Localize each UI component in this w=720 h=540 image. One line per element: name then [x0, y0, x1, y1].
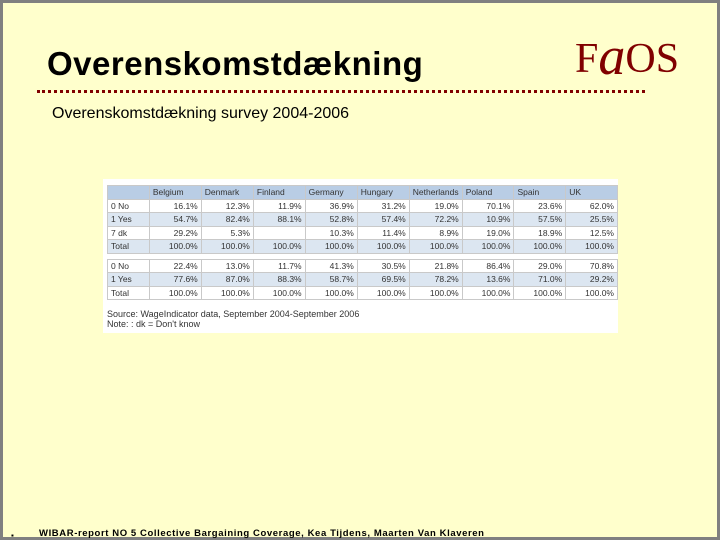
table-cell: 5.3% [201, 226, 253, 240]
table-cell: 72.2% [409, 213, 462, 227]
table-cell: 30.5% [357, 259, 409, 273]
footer-bullet: ▪ [11, 531, 14, 540]
row-label: 1 Yes [108, 213, 150, 227]
table-cell: 31.2% [357, 199, 409, 213]
table-row [108, 286, 618, 300]
table-cell: 100.0% [357, 286, 409, 300]
table-cell: 54.7% [149, 213, 201, 227]
table-note: Note: : dk = Don't know [107, 319, 201, 329]
table-cell: 100.0% [409, 240, 462, 254]
header-germany: Germany [305, 186, 357, 200]
table-cell: 11.9% [253, 199, 305, 213]
header-belgium: Belgium [149, 186, 201, 200]
table-cell [253, 226, 305, 240]
table-cell: 100.0% [514, 286, 566, 300]
table-cell: 100.0% [149, 240, 201, 254]
table-cell: 100.0% [514, 240, 566, 254]
table-cell: 57.4% [357, 213, 409, 227]
table-cell: 77.6% [149, 273, 201, 287]
table-cell: 19.0% [409, 199, 462, 213]
table-cell: 10.3% [305, 226, 357, 240]
table-cell: 100.0% [149, 286, 201, 300]
header-blank [108, 186, 150, 200]
row-label: 7 dk [108, 226, 150, 240]
table-cell: 100.0% [409, 286, 462, 300]
row-label: Total [108, 286, 150, 300]
table-cell: 78.2% [409, 273, 462, 287]
table-cell: 100.0% [305, 240, 357, 254]
table-cell: 71.0% [514, 273, 566, 287]
table-cell: 100.0% [462, 240, 514, 254]
table-cell: 12.5% [566, 226, 618, 240]
table-cell: 36.9% [305, 199, 357, 213]
table-header-row [108, 186, 618, 200]
slide-title: Overenskomstdækning [47, 45, 424, 82]
logo-letter-a: a [598, 26, 626, 86]
table-cell: 100.0% [201, 286, 253, 300]
table-cell: 62.0% [566, 199, 618, 213]
table-cell: 23.6% [514, 199, 566, 213]
table-cell: 19.0% [462, 226, 514, 240]
table-row [108, 226, 618, 240]
table-cell: 13.6% [462, 273, 514, 287]
table-row [108, 240, 618, 254]
table-cell: 29.0% [514, 259, 566, 273]
table-row [108, 273, 618, 287]
coverage-table-image [103, 179, 618, 333]
table-cell: 100.0% [253, 240, 305, 254]
slide-subtitle: Overenskomstdækning survey 2004-2006 [52, 105, 350, 122]
row-label: 1 Yes [108, 273, 150, 287]
table-cell: 11.7% [253, 259, 305, 273]
row-label: 0 No [108, 199, 150, 213]
table-cell: 86.4% [462, 259, 514, 273]
logo-letter-f: F [575, 36, 599, 82]
table-cell: 29.2% [566, 273, 618, 287]
table-cell: 13.0% [201, 259, 253, 273]
table-cell: 100.0% [566, 240, 618, 254]
table-cell: 16.1% [149, 199, 201, 213]
row-label: 0 No [108, 259, 150, 273]
table-cell: 70.1% [462, 199, 514, 213]
table-cell: 87.0% [201, 273, 253, 287]
table-source: Source: WageIndicator data, September 2004-September 2006 [107, 309, 360, 319]
header-hungary: Hungary [357, 186, 409, 200]
table-cell: 70.8% [566, 259, 618, 273]
table-cell: 25.5% [566, 213, 618, 227]
header-netherlands: Netherlands [409, 186, 462, 200]
table-cell: 100.0% [566, 286, 618, 300]
table-cell: 100.0% [357, 240, 409, 254]
table-cell: 88.3% [253, 273, 305, 287]
table-cell: 100.0% [305, 286, 357, 300]
header-finland: Finland [253, 186, 305, 200]
row-label: Total [108, 240, 150, 254]
table-notes [107, 309, 359, 329]
title-divider [37, 90, 645, 93]
table-row [108, 259, 618, 273]
logo-letters-os: OS [625, 36, 680, 82]
table-cell: 88.1% [253, 213, 305, 227]
table-cell: 41.3% [305, 259, 357, 273]
table-cell: 100.0% [253, 286, 305, 300]
table-cell: 57.5% [514, 213, 566, 227]
table-cell: 52.8% [305, 213, 357, 227]
table-cell: 8.9% [409, 226, 462, 240]
coverage-table [107, 185, 618, 300]
table-cell: 69.5% [357, 273, 409, 287]
header-denmark: Denmark [201, 186, 253, 200]
table-cell: 18.9% [514, 226, 566, 240]
table-cell: 82.4% [201, 213, 253, 227]
table-row [108, 213, 618, 227]
table-cell: 11.4% [357, 226, 409, 240]
header-poland: Poland [462, 186, 514, 200]
header-uk: UK [566, 186, 618, 200]
table-cell: 29.2% [149, 226, 201, 240]
header-spain: Spain [514, 186, 566, 200]
table-row [108, 199, 618, 213]
table-cell: 100.0% [462, 286, 514, 300]
table-cell: 10.9% [462, 213, 514, 227]
table-cell: 58.7% [305, 273, 357, 287]
table-cell: 22.4% [149, 259, 201, 273]
table-cell: 21.8% [409, 259, 462, 273]
faos-logo [575, 26, 680, 86]
table-cell: 12.3% [201, 199, 253, 213]
table-cell: 100.0% [201, 240, 253, 254]
footer-citation: WIBAR-report NO 5 Collective Bargaining Coverage, Kea Tijdens, Maarten Van Klaveren [39, 528, 485, 539]
